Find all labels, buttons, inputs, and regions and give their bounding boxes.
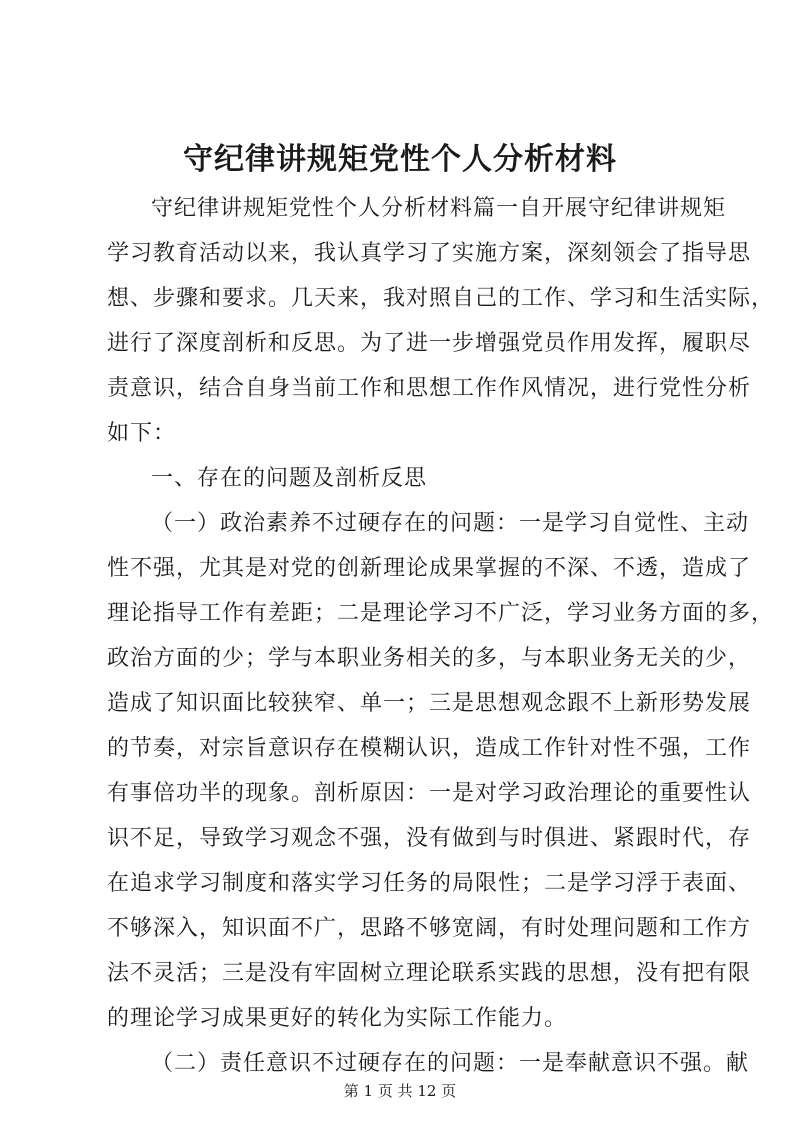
body-line: 有事倍功半的现象。剖析原因：一是对学习政治理论的重要性认	[107, 781, 752, 806]
body-line: 造成了知识面比较狭窄、单一；三是思想观念跟不上新形势发展	[107, 691, 752, 716]
body-line: 不够深入，知识面不广，思路不够宽阔，有时处理问题和工作方	[107, 916, 752, 941]
body-line: 如下：	[107, 421, 177, 446]
document-title: 守纪律讲规矩党性个人分析材料	[183, 142, 617, 177]
body-line: 在追求学习制度和落实学习任务的局限性；二是学习浮于表面、	[107, 871, 752, 896]
body-line: 学习教育活动以来，我认真学习了实施方案，深刻领会了指导思	[107, 241, 752, 266]
body-line: 政治方面的少；学与本职业务相关的多，与本职业务无关的少，	[107, 646, 752, 671]
body-line: 理论指导工作有差距；二是理论学习不广泛，学习业务方面的多，	[107, 601, 775, 626]
body-line: 责意识，结合自身当前工作和思想工作作风情况，进行党性分析	[107, 376, 752, 401]
page-number: 第 1 页 共 12 页	[343, 1082, 457, 1100]
body-line: 识不足，导致学习观念不强，没有做到与时俱进、紧跟时代，存	[107, 826, 752, 851]
document-body	[107, 186, 775, 1086]
body-line: 的理论学习成果更好的转化为实际工作能力。	[107, 1006, 568, 1031]
body-line: （二）责任意识不过硬存在的问题：一是奉献意识不强。献	[151, 1051, 750, 1076]
body-line: 守纪律讲规矩党性个人分析材料篇一自开展守纪律讲规矩	[151, 196, 727, 221]
body-line: 的节奏，对宗旨意识存在模糊认识，造成工作针对性不强，工作	[107, 736, 752, 761]
body-line: 进行了深度剖析和反思。为了进一步增强党员作用发挥，履职尽	[107, 331, 752, 356]
body-line: 法不灵活；三是没有牢固树立理论联系实践的思想，没有把有限	[107, 961, 752, 986]
body-line: 想、步骤和要求。几天来，我对照自己的工作、学习和生活实际，	[107, 286, 775, 311]
body-line: （一）政治素养不过硬存在的问题：一是学习自觉性、主动	[151, 511, 750, 536]
body-line: 性不强，尤其是对党的创新理论成果掌握的不深、不透，造成了	[107, 556, 752, 581]
section-heading: 一、存在的问题及剖析反思	[151, 466, 428, 491]
